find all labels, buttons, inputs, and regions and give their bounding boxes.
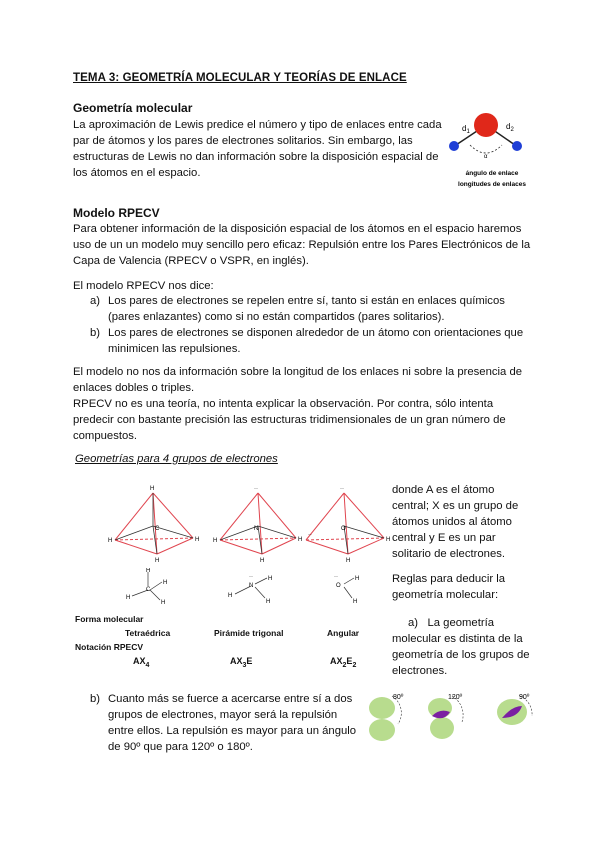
text-line: grupos de electrones, mayor será la repulsión bbox=[108, 709, 338, 721]
side-explanation bbox=[392, 482, 552, 562]
notacion-rpecv-label: Notación RPECV bbox=[75, 642, 144, 652]
rule-a bbox=[392, 615, 557, 679]
notation-sub: 2 bbox=[342, 661, 347, 669]
text-line: estructuras de Lewis no dan información sobre la disposición espacial de bbox=[73, 151, 439, 163]
lobes-120-diagram bbox=[418, 690, 470, 746]
text-line: solitario de electrones. bbox=[392, 548, 506, 560]
text-line: (pares enlazantes) como si no están compartidos (pares solitarios). bbox=[108, 311, 445, 323]
text-line: Los pares de electrones se disponen alrededor de un átomo con orientaciones que bbox=[108, 327, 524, 339]
text-line: los átomos en el espacio. bbox=[73, 167, 201, 179]
atom-label: H bbox=[355, 576, 360, 582]
shape-name-tetraedrica: Tetraédrica bbox=[125, 628, 171, 638]
text-line: Los pares de electrones se repelen entre sí, tanto si están en enlaces químicos bbox=[108, 295, 505, 307]
methane-sketch bbox=[120, 568, 180, 608]
central-atom bbox=[474, 113, 498, 137]
angular-diagram bbox=[300, 478, 400, 568]
atom-label: H bbox=[161, 600, 166, 606]
atom-label: H bbox=[260, 558, 265, 564]
text-line: enlaces dobles o triples. bbox=[73, 382, 195, 394]
notation-tail: E bbox=[346, 656, 353, 666]
list-marker: b) bbox=[90, 327, 101, 339]
atom-label: H bbox=[266, 599, 271, 605]
text-line: compuestos. bbox=[73, 430, 138, 442]
trigonal-pyramid-diagram bbox=[208, 478, 308, 568]
atom-label: N bbox=[254, 526, 259, 532]
atom-label: H bbox=[386, 537, 391, 543]
text-line: entre ellos. La repulsión es mayor para un ángulo bbox=[108, 725, 357, 737]
text-line: electrones. bbox=[392, 665, 448, 677]
atom-label: C bbox=[146, 587, 151, 593]
text-line: Reglas para deducir la bbox=[392, 573, 506, 585]
text-line: donde A es el átomo bbox=[392, 484, 495, 496]
text-line: de 90º que para 120º o 180º. bbox=[108, 741, 253, 753]
notation-sub: 4 bbox=[145, 661, 150, 669]
atom-label: H bbox=[126, 595, 131, 601]
caption-bond-angle: ángulo de enlace bbox=[465, 170, 519, 177]
text-line: La aproximación de Lewis predice el número y tipo de enlaces entre cada bbox=[73, 119, 442, 131]
tetrahedral-diagram bbox=[105, 478, 205, 568]
heading-modelo-rpecv: Modelo RPECV bbox=[73, 206, 160, 220]
angle-label: 90º bbox=[519, 694, 530, 701]
text-line: minimicen las repulsiones. bbox=[108, 343, 241, 355]
atom-label: H bbox=[195, 537, 200, 543]
text-line: RPECV no es una teoría, no intenta explicar la observación. Por contra, sólo intenta bbox=[73, 398, 494, 410]
list-marker: a) bbox=[408, 617, 419, 629]
atom-label: H bbox=[155, 558, 160, 564]
forma-molecular-label: Forma molecular bbox=[75, 614, 144, 624]
paragraph-rpecv-intro bbox=[73, 221, 543, 269]
text-line: Cuanto más se fuerce a acercarse entre sí a dos bbox=[108, 693, 353, 705]
text-line: La geometría bbox=[427, 617, 495, 629]
notation-sub: 3 bbox=[242, 661, 247, 669]
text-line: átomos unidos al átomo bbox=[392, 516, 512, 528]
atom-label: H bbox=[150, 486, 155, 492]
ammonia-sketch bbox=[225, 572, 285, 608]
angle-label: 120º bbox=[448, 694, 463, 701]
heading-geometria-molecular: Geometría molecular bbox=[73, 101, 193, 115]
heading-geometrias-4-grupos: Geometrías para 4 grupos de electrones bbox=[75, 453, 278, 465]
text-line: uso de un un modelo muy sencillo pero eficaz: Repulsión entre los Pares Electrónicos de la bbox=[73, 239, 531, 251]
atom-label: H bbox=[268, 576, 273, 582]
atom-label: C bbox=[155, 526, 160, 532]
rpecv-says: El modelo RPECV nos dice: bbox=[73, 280, 214, 292]
blue-atom-left bbox=[449, 141, 459, 151]
rpecv-list bbox=[90, 293, 550, 357]
caption-bond-lengths: longitudes de enlaces bbox=[458, 181, 526, 188]
lone-pair-label: ·· bbox=[308, 532, 312, 538]
notation-main: AX bbox=[133, 656, 146, 666]
lobes-90-diagram bbox=[488, 690, 540, 736]
text-line: predecir con bastante precisión las estructuras tridimensionales de un gran número de bbox=[73, 414, 506, 426]
shape-name-piramide: Pirámide trigonal bbox=[214, 628, 284, 638]
paragraph-rpecv-note bbox=[73, 364, 543, 444]
atom-label: N bbox=[249, 583, 254, 589]
text-line: central; X es un grupo de bbox=[392, 500, 519, 512]
blue-atom-right bbox=[512, 141, 522, 151]
paragraph-lewis bbox=[73, 117, 443, 181]
list-marker: a) bbox=[90, 295, 101, 307]
rules-heading bbox=[392, 571, 552, 603]
text-line: geometría molecular: bbox=[392, 589, 499, 601]
atom-label: H bbox=[108, 538, 113, 544]
text-line: Para obtener información de la disposición espacial de los átomos en el espacio haremos bbox=[73, 223, 522, 235]
notation-ax4 bbox=[133, 656, 149, 669]
angle-label: 80º bbox=[393, 694, 404, 701]
water-sketch bbox=[322, 572, 372, 608]
notation-sub: 2 bbox=[352, 661, 357, 669]
atom-label: H bbox=[146, 568, 151, 574]
atom-label: H bbox=[228, 593, 233, 599]
list-marker: b) bbox=[90, 693, 101, 705]
text-line: geometría de los grupos de bbox=[392, 649, 530, 661]
text-line: Capa de Valencia (RPECV o VSPR, en inglés). bbox=[73, 255, 309, 267]
atom-label: H bbox=[346, 558, 351, 564]
atom-label: H bbox=[163, 580, 168, 586]
notation-ax2e2 bbox=[330, 656, 356, 669]
text-line: par de átomos y los pares de electrones solitarios. Sin embargo, las bbox=[73, 135, 413, 147]
text-line: El modelo no nos da información sobre la longitud de los enlaces ni sobre la presencia de bbox=[73, 366, 523, 378]
list-item bbox=[90, 293, 550, 325]
rule-b bbox=[90, 691, 370, 755]
notation-main: AX bbox=[330, 656, 343, 666]
label-d1: $d_1$ bbox=[462, 124, 470, 135]
notation-main: AX bbox=[230, 656, 243, 666]
list-item bbox=[90, 691, 370, 755]
bond-angle-figure bbox=[440, 105, 550, 190]
page-title: TEMA 3: GEOMETRÍA MOLECULAR Y TEORÍAS DE ENLACE bbox=[73, 72, 407, 84]
lone-pair-label: ·· bbox=[334, 574, 338, 580]
text-line: molecular es distinta de la bbox=[392, 633, 523, 645]
atom-label: H bbox=[298, 537, 303, 543]
notation-tail: E bbox=[246, 656, 253, 666]
label-d2: $d_2$ bbox=[506, 122, 514, 133]
text-line: central y E es un par bbox=[392, 532, 496, 544]
angle-arc bbox=[470, 145, 502, 153]
list-item bbox=[90, 325, 550, 357]
lone-pair-label: ·· bbox=[340, 486, 344, 492]
atom-label: H bbox=[353, 599, 358, 605]
atom-label: H bbox=[213, 538, 218, 544]
label-alpha: α bbox=[484, 154, 488, 160]
lobes-80-diagram bbox=[362, 690, 410, 746]
notation-ax3e bbox=[230, 656, 252, 669]
atom-label: O bbox=[341, 526, 346, 532]
shape-name-angular: Angular bbox=[327, 628, 360, 638]
lone-pair-label: ·· bbox=[249, 574, 253, 580]
lone-pair-label: ·· bbox=[254, 486, 258, 492]
atom-label: O bbox=[336, 583, 341, 589]
